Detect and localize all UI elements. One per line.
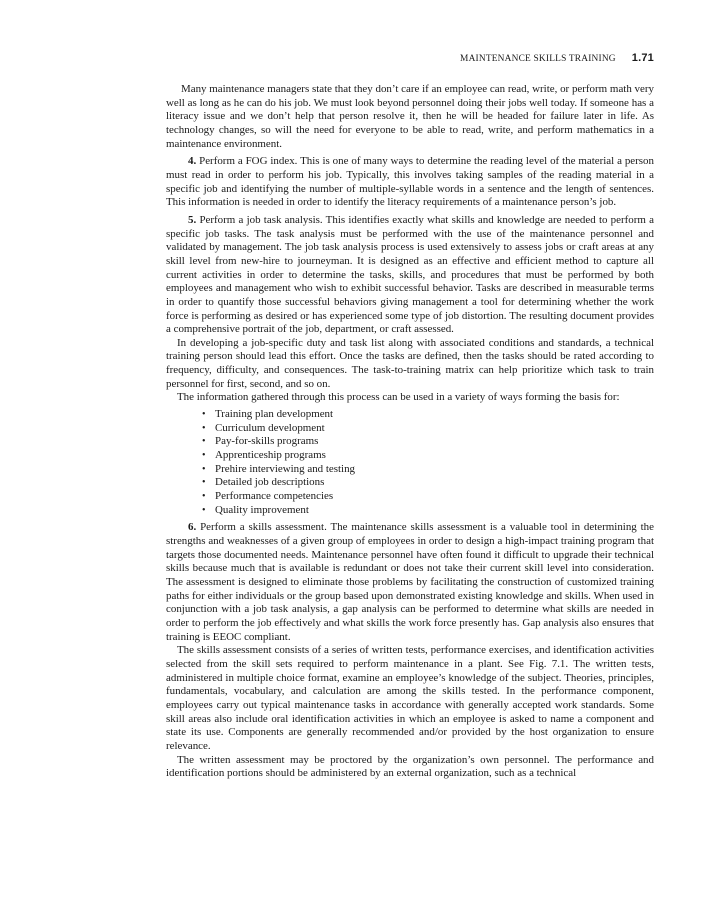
paragraph-skills-assessment: The skills assessment consists of a series of written tests, performance exercises, and identification activities selected from the skill sets required to perform maintenance in a plant. See Fig. 7.1. The written tests, administered in multiple choice format, examine an employee’s knowledge of the subject. Theories, principles, fundamentals, vocabulary, and calculation are among the skills tested. In the performance component, employees carry out typical maintenance tasks in accordance with generally accepted work standards. Some skill areas also include oral identification activities in which an employee is asked to name a component and state its use. Components are generally recommended and/or provided by the host organization to ensure relevance. (166, 644, 654, 752)
bullet-text: Quality improvement (215, 503, 309, 516)
item-4-text: Perform a FOG index. This is one of many ways to determine the reading level of the material a person must read in order to perform his job. Typically, this involves taking samples of the reading material in a specific job and identifying the number of multiple-syllable words in a sentence and the length of sentences. This information is needed in order to identify the literacy requirements of a maintenance person’s job. (166, 155, 654, 209)
bullet-icon: • (202, 504, 206, 516)
bullet-icon: • (202, 436, 206, 448)
paragraph-developing: In developing a job-specific duty and task list along with associated conditions and standards, a technical training person should lead this effort. Once the tasks are defined, then the tasks should be rated according to frequency, difficulty, and consequences. The task-to-training matrix can help prioritize which task to train personnel for first, second, and so on. (166, 336, 654, 390)
basis-bullet-list (166, 408, 654, 517)
bullet-item (202, 476, 654, 490)
bullet-item (202, 490, 654, 504)
list-item-4 (166, 155, 654, 210)
bullet-text: Apprenticeship programs (215, 449, 326, 462)
bullet-icon: • (202, 422, 206, 434)
bullet-item (202, 408, 654, 422)
running-header-title: MAINTENANCE SKILLS TRAINING (460, 54, 616, 64)
bullet-text: Performance competencies (215, 490, 334, 503)
bullet-icon: • (202, 477, 206, 489)
item-6-text: Perform a skills assessment. The maintenance skills assessment is a valuable tool in determining the strengths and weaknesses of a given group of employees in order to design a high-impact training program that targets those documented needs. Maintenance personnel have often found it difficult to upgrade their technical skills because much that is available is redundant or does not take their current skill level into consideration. The assessment is designed to eliminate those problems by facilitating the construction of customized training paths for either individuals or the group based upon demonstrated existing knowledge and skills. When used in conjunction with a job task analysis, a gap analysis can be performed to determine what skills are needed in order to perform the job effectively and what skills the work force presently has. Gap analysis also ensures that training is EEOC compliant. (166, 521, 655, 643)
bullet-text: Training plan development (215, 408, 334, 421)
item-5-text: Perform a job task analysis. This identifies exactly what skills and knowledge are needed to perform a specific job tasks. The task analysis must be performed with the use of the maintenance personnel and validated by management. The job task analysis process is used extensively to assess jobs or craft areas at any skill level from new-hire to journeyman. It is designed as an effective and efficient method to capture all current activities in order to determine the tasks, skills, and procedures that must be performed by both employees and management who wish to exhibit successful behavior. Tasks are described in measurable terms in order to quantify those successful behaviors giving management a tool for determining whether the work force is performing as desired or has experienced some type of job distortion. The resulting document provides a comprehensive portrait of the job, department, or craft assessed. (166, 213, 654, 336)
bullet-icon: • (202, 463, 206, 475)
bullet-item (202, 435, 654, 449)
page-number: 1.71 (631, 52, 654, 64)
item-number-5: 5. (188, 213, 197, 226)
paragraph-written-assessment: The written assessment may be proctored by the organization’s own personnel. The performance and identification portions should be administered by an external organization, such as a technical (166, 753, 654, 780)
bullet-icon: • (202, 491, 206, 503)
item-number-4: 4. (188, 155, 197, 168)
bullet-item (202, 422, 654, 436)
list-item-5 (166, 214, 654, 337)
body-text (166, 83, 654, 781)
item-number-6: 6. (188, 521, 197, 534)
bullet-item (202, 449, 654, 463)
bullet-icon: • (202, 409, 206, 421)
running-header (166, 52, 654, 64)
list-item-6 (166, 521, 654, 644)
paragraph-information: The information gathered through this process can be used in a variety of ways forming the basis for: (177, 391, 620, 404)
paragraph-intro: Many maintenance managers state that they don’t care if an employee can read, write, or perform math very well as long as he can do his job. We must look beyond personnel doing their jobs well today. If someone has a literacy issue and we don’t help that person resolve it, then he will be headed for failure later in life. As technology changes, so will the need for everyone to be able to read, write, and perform mathematics in a maintenance environment. (166, 83, 654, 150)
bullet-item (202, 504, 654, 518)
bullet-icon: • (202, 450, 206, 462)
bullet-text: Curriculum development (215, 421, 325, 434)
bullet-text: Detailed job descriptions (215, 476, 325, 489)
bullet-text: Pay-for-skills programs (215, 435, 319, 448)
bullet-item (202, 463, 654, 477)
bullet-text: Prehire interviewing and testing (215, 462, 356, 475)
